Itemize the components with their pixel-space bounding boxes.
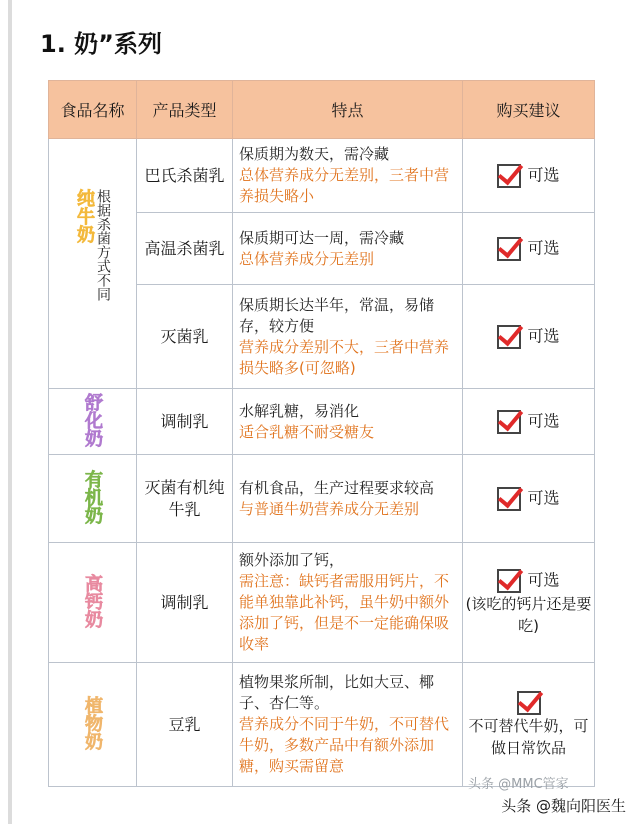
group-name-text: 纯牛奶	[74, 189, 95, 243]
advice-label: 可选	[527, 326, 560, 345]
feature-highlight: 需注意：缺钙者需服用钙片，不能单独靠此补钙，虽牛奶中额外添加了钙，但是不一定能确保吸收率	[239, 572, 450, 653]
red-check-icon	[497, 325, 521, 349]
group-name	[83, 470, 102, 528]
advice-cell	[463, 139, 595, 213]
advice-label: 可选	[527, 411, 560, 430]
advice-label: 可选	[527, 238, 560, 257]
group-name-cell	[49, 139, 137, 389]
advice-cell	[463, 285, 595, 389]
features-cell	[233, 285, 463, 389]
feature-text: 植物果浆所制，比如大豆、椰子、杏仁等。	[239, 673, 435, 712]
advice-cell	[463, 543, 595, 663]
section-heading: 1. 奶”系列	[40, 30, 162, 58]
feature-text: 保质期可达一周，需冷藏	[239, 228, 405, 247]
feature-highlight: 适合乳糖不耐受糖友	[239, 422, 375, 441]
author-watermark: 头条 @魏向阳医生	[501, 797, 626, 815]
advice-label: 可选	[527, 570, 560, 589]
header-purchase-advice: 购买建议	[463, 81, 595, 139]
header-food-name: 食品名称	[49, 81, 137, 139]
feature-highlight: 总体营养成分无差别，三者中营养损失略小	[239, 166, 450, 205]
advice-label: 可选	[527, 165, 560, 184]
left-edge-rule	[8, 0, 12, 824]
group-note-text: 根据杀菌方式不同	[95, 189, 111, 301]
feature-highlight: 营养成分差别不大，三者中营养损失略多(可忽略)	[239, 337, 450, 377]
group-name-text: 舒化奶	[82, 392, 103, 447]
red-check-icon	[497, 237, 521, 261]
features-cell	[233, 543, 463, 663]
feature-text: 额外添加了钙，	[239, 551, 345, 569]
group-note	[95, 189, 110, 305]
group-name	[75, 189, 93, 247]
product-type: 高温杀菌乳	[137, 213, 233, 285]
group-name-text: 植物奶	[82, 695, 103, 750]
feature-highlight: 营养成分不同于牛奶，不可替代牛奶，多数产品中有额外添加糖，购买需留意	[239, 715, 450, 775]
group-name-cell	[49, 389, 137, 455]
feature-highlight: 与普通牛奶营养成分无差别	[239, 499, 420, 518]
advice-cell	[463, 213, 595, 285]
red-check-icon	[497, 410, 521, 434]
features-cell	[233, 213, 463, 285]
red-check-icon	[517, 691, 541, 715]
feature-highlight: 总体营养成分无差别	[239, 249, 375, 268]
table-row	[49, 455, 595, 543]
product-type: 调制乳	[137, 389, 233, 455]
group-name-cell	[49, 663, 137, 787]
product-type: 巴氏杀菌乳	[137, 139, 233, 213]
table-row	[49, 543, 595, 663]
table-row	[49, 663, 595, 787]
advice-label: 可选	[527, 488, 560, 507]
header-features: 特点	[233, 81, 463, 139]
group-name	[83, 393, 102, 451]
advice-note: 不可替代牛奶，可做日常饮品	[468, 716, 589, 757]
product-type: 调制乳	[137, 543, 233, 663]
product-type: 灭菌有机纯牛乳	[137, 455, 233, 543]
group-name-cell	[49, 543, 137, 663]
feature-text: 水解乳糖，易消化	[239, 401, 360, 420]
features-cell	[233, 389, 463, 455]
advice-cell	[463, 389, 595, 455]
red-check-icon	[497, 487, 521, 511]
advice-note: (该吃的钙片还是要吃)	[465, 594, 592, 635]
faint-watermark: 头条 @MMC管家	[468, 777, 569, 792]
feature-text: 有机食品，生产过程要求较高	[239, 478, 435, 497]
advice-cell	[463, 663, 595, 787]
product-type: 灭菌乳	[137, 285, 233, 389]
red-check-icon	[497, 164, 521, 188]
group-name-text: 高钙奶	[82, 573, 103, 628]
group-name-text: 有机奶	[82, 469, 103, 524]
product-type: 豆乳	[137, 663, 233, 787]
feature-text: 保质期长达半年，常温，易储存，较方便	[239, 295, 435, 335]
features-cell	[233, 663, 463, 787]
milk-comparison-table	[48, 80, 595, 787]
table-row	[49, 389, 595, 455]
features-cell	[233, 455, 463, 543]
advice-cell	[463, 455, 595, 543]
group-name-cell	[49, 455, 137, 543]
group-name	[83, 574, 102, 632]
red-check-icon	[497, 569, 521, 593]
features-cell	[233, 139, 463, 213]
feature-text: 保质期为数天，需冷藏	[239, 145, 390, 163]
group-name	[83, 696, 102, 754]
table-row	[49, 139, 595, 213]
header-product-type: 产品类型	[137, 81, 233, 139]
table-header-row	[49, 81, 595, 139]
